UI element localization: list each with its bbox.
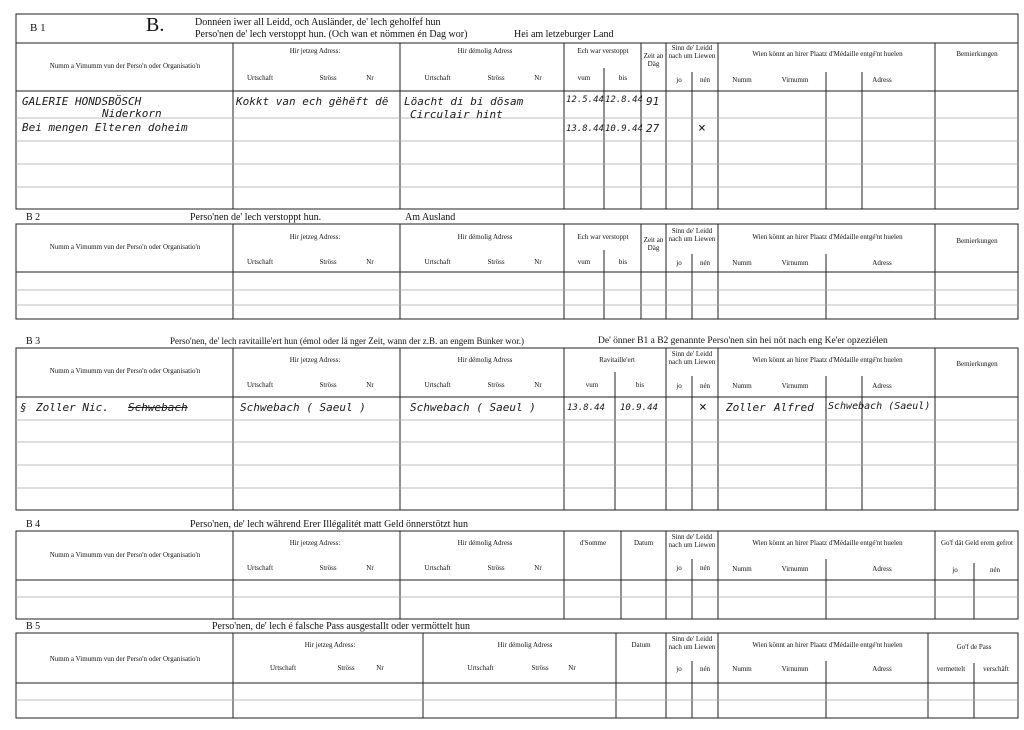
col-name: Numm a Vimumm vun der Perso'n oder Organisatio'n	[49, 62, 201, 70]
col-urtschaft: Urtschaft	[246, 74, 274, 82]
form-title-2: Perso'nen de' lech verstoppt hun. (Och wan et nömmen én Dag wor)	[195, 29, 468, 40]
form-title-2b: Hei am letzeburger Land	[514, 29, 614, 40]
col-stross-old-b5: Ströss	[531, 664, 549, 672]
col-virnumm: Virnumm	[781, 76, 809, 84]
col-numm: Numm	[732, 76, 752, 84]
col-stross-b3: Ströss	[319, 381, 337, 389]
col-adress-b5: Adress	[872, 665, 892, 673]
col-sinn-b5: Sinn de' Leidd nach um Liewen	[668, 635, 716, 651]
col-vermettelt: vermettelt	[936, 665, 966, 673]
col-current-address: Hir jetzeg Adress:	[289, 47, 341, 55]
b3-entry-1-nen-mark: ×	[699, 400, 707, 415]
b3-entry-1-struck: Schwebach	[128, 401, 188, 414]
col-urtschaft-old-b5: Urtschaft	[467, 664, 494, 672]
b3-entry-1-medal-name: Zoller	[726, 401, 766, 414]
col-urtschaft-old-b4: Urtschaft	[424, 564, 451, 572]
col-adress-b4: Adress	[872, 565, 892, 573]
b3-entry-1-vum: 13.8.44	[567, 403, 605, 413]
col-remarks: Bemierkungen	[956, 50, 998, 58]
col-stross-old-b3: Ströss	[487, 381, 505, 389]
col-sinn-b3: Sinn de' Leidd nach um Liewen	[668, 350, 716, 366]
col-medal-b2: Wien könnt an hirer Plaatz d'Médaille entgé'nt huelen	[752, 233, 903, 241]
col-numm-b2: Numm	[732, 259, 752, 267]
col-nr: Nr	[366, 74, 374, 82]
col-datum-b4: Datum	[633, 539, 654, 547]
col-old-address-b5: Hir démolig Adress	[497, 641, 553, 649]
col-nr-b4: Nr	[366, 564, 374, 572]
col-virnumm-b3: Virnumm	[781, 382, 809, 390]
col-adress: Adress	[872, 76, 892, 84]
col-nr-old-b3: Nr	[534, 381, 542, 389]
col-old-address-b3: Hir démolig Adress	[457, 356, 513, 364]
b3-entry-1-medal-first: Alfred	[774, 401, 814, 414]
b1-entry-1-name2: Niderkorn	[102, 107, 162, 120]
b1-entry-1-name: GALERIE HONDSBÖSCH	[22, 95, 142, 108]
col-nen-b4: nén	[699, 564, 711, 572]
col-urtschaft-old-b3: Urtschaft	[424, 381, 451, 389]
col-jo-b5: jo	[676, 665, 682, 673]
col-name-b4: Numm a Vimumm vun der Perso'n oder Organisatio'n	[49, 551, 201, 559]
b3-entry-1-current: Schwebach ( Saeul )	[240, 401, 366, 414]
col-nr-old: Nr	[534, 74, 542, 82]
col-current-address-b5: Hir jetzeg Adress:	[304, 641, 356, 649]
col-ravitailleiert: Ravitaille'ert	[599, 356, 635, 364]
col-sinn-b2: Sinn de' Leidd nach um Liewen	[668, 227, 716, 243]
col-virnumm-b2: Virnumm	[781, 259, 809, 267]
col-medal: Wien könnt an hirer Plaatz d'Médaille entgé'nt huelen	[752, 50, 903, 58]
b1-entry-1-bis: 12.8.44	[605, 95, 643, 105]
b1-entry-1-current: Kokkt van ech gëhëft dë	[236, 95, 389, 108]
col-stross-old: Ströss	[487, 74, 505, 82]
section-code-b3: B 3	[26, 336, 41, 347]
col-nen-b3: nén	[699, 382, 711, 390]
col-nen-b5: nén	[699, 665, 711, 673]
col-jo-b3: jo	[676, 382, 682, 390]
b1-entry-2-nen-mark: ×	[698, 121, 706, 136]
col-verschaft: verschäft	[983, 665, 1009, 673]
col-remarks-b2: Bemierkungen	[956, 237, 998, 245]
col-sinn: Sinn de' Leidd nach um Liewen	[668, 44, 716, 60]
col-nr-b3: Nr	[366, 381, 374, 389]
col-numm-b3: Numm	[732, 382, 752, 390]
col-jo-b2: jo	[676, 259, 682, 267]
col-stross-b4: Ströss	[319, 564, 337, 572]
col-old-address: Hir démolig Adress	[457, 47, 513, 55]
b3-entry-1-medal-addr: Schwebach (Saeul)	[828, 401, 931, 412]
col-bis-b2: bis	[618, 258, 628, 266]
col-stross: Ströss	[319, 74, 337, 82]
section-code-b2: B 2	[26, 212, 41, 223]
col-nr-b5: Nr	[376, 664, 384, 672]
col-nr-old-b5: Nr	[568, 664, 576, 672]
col-old-address-b4: Hir démolig Adress	[457, 539, 513, 547]
col-virnumm-b4: Virnumm	[781, 565, 809, 573]
b1-entry-2-name: Bei mengen Elteren doheim	[22, 121, 188, 134]
col-jo-b4: jo	[676, 564, 682, 572]
form-title-1: Donnéen iwer all Leidd, och Ausländer, de' lech geholfef hun	[195, 17, 441, 28]
col-nen: nén	[699, 76, 711, 84]
col-zeit-b2: Zeit an Däg	[643, 236, 664, 252]
b1-entry-1-old: Löacht di bi dösam	[404, 95, 524, 108]
col-virnumm-b5: Virnumm	[781, 665, 809, 673]
col-nen-geld: nén	[989, 566, 1001, 574]
b1-entry-1-old2: Circulair hint	[410, 108, 503, 121]
col-name-b2: Numm a Vimumm vun der Perso'n oder Organisatio'n	[49, 243, 201, 251]
col-nr-old-b2: Nr	[534, 258, 542, 266]
section-title-b3: Perso'nen, de' lech ravitaille'ert hun (émol oder lä nger Zeit, wann der z.B. an engem Bunker wor.)	[170, 336, 524, 346]
b3-entry-1-old: Schwebach ( Saeul )	[410, 401, 536, 414]
b1-entry-1-days: 91	[646, 95, 660, 108]
section-extra-b2: Am Ausland	[405, 212, 456, 223]
col-hidden: Ech war verstoppt	[577, 47, 629, 55]
col-urtschaft-old: Urtschaft	[424, 74, 451, 82]
col-nen-b2: nén	[699, 259, 711, 267]
b3-entry-1-mark: §	[20, 401, 27, 414]
b3-entry-1-name: Zoller Nic.	[36, 401, 109, 414]
col-bis-b3: bis	[635, 381, 645, 389]
col-nr-b2: Nr	[366, 258, 374, 266]
col-hidden-b2: Ech war verstoppt	[577, 233, 629, 241]
col-medal-b5: Wien könnt an hirer Plaatz d'Médaille entgé'nt huelen	[752, 641, 903, 649]
col-stross-b5: Ströss	[337, 664, 355, 672]
col-current-address-b3: Hir jetzeg Adress:	[289, 356, 341, 364]
col-sinn-b4: Sinn de' Leidd nach um Liewen	[668, 533, 716, 549]
col-stross-old-b2: Ströss	[487, 258, 505, 266]
col-old-address-b2: Hir démolig Adress	[457, 233, 513, 241]
col-remarks-b3: Bemierkungen	[956, 360, 998, 368]
col-urtschaft-b5: Urtschaft	[269, 664, 297, 672]
b3-entry-1-bis: 10.9.44	[620, 403, 658, 413]
col-stross-b2: Ströss	[319, 258, 337, 266]
section-code-b5: B 5	[26, 621, 41, 632]
col-pass: Go'f de Pass	[956, 643, 992, 651]
col-bis: bis	[618, 74, 628, 82]
col-zeit: Zeit an Däg	[643, 52, 664, 68]
col-urtschaft-b2: Urtschaft	[246, 258, 274, 266]
col-vum-b3: vum	[585, 381, 599, 389]
col-nr-old-b4: Nr	[534, 564, 542, 572]
section-title-b2: Perso'nen de' lech verstoppt hun.	[190, 212, 322, 223]
section-code-b1: B 1	[30, 22, 46, 34]
b1-entry-1-vum: 12.5.44	[566, 95, 604, 105]
b1-entry-2-vum: 13.8.44	[566, 124, 604, 134]
col-vum: vum	[577, 74, 591, 82]
col-adress-b3: Adress	[872, 382, 892, 390]
col-jo: jo	[676, 76, 682, 84]
form-letter: B.	[146, 14, 165, 36]
col-current-address-b2: Hir jetzeg Adress:	[289, 233, 341, 241]
col-numm-b5: Numm	[732, 665, 752, 673]
col-datum-b5: Datum	[631, 641, 651, 649]
b1-entry-2-bis: 10.9.44	[605, 124, 643, 134]
col-somme: d'Somme	[579, 539, 607, 547]
col-medal-b3: Wien könnt an hirer Plaatz d'Médaille entgé'nt huelen	[752, 356, 903, 364]
col-jo-geld: jo	[952, 566, 958, 574]
b1-entry-2-days: 27	[646, 122, 660, 135]
section-title-b5: Perso'nen, de' lech é falsche Pass ausgestallt oder vermöttelt hun	[212, 621, 470, 632]
col-adress-b2: Adress	[872, 259, 892, 267]
section-title-b4: Perso'nen, de' lech während Erer Illégalitét matt Geld önnerstötzt hun	[190, 519, 468, 530]
col-name-b5: Numm a Vimumm vun der Perso'n oder Organisatio'n	[49, 655, 201, 663]
section-code-b4: B 4	[26, 519, 41, 530]
col-urtschaft-b3: Urtschaft	[246, 381, 274, 389]
col-vum-b2: vum	[577, 258, 591, 266]
col-numm-b4: Numm	[732, 565, 752, 573]
col-urtschaft-b4: Urtschaft	[246, 564, 274, 572]
col-geld: Go'f dät Geld erem gefrot	[940, 539, 1013, 547]
section-extra-b3: De' önner B1 a B2 genannte Perso'nen sin hei nöt nach eng Ke'er opzeziélen	[598, 336, 888, 346]
col-name-b3: Numm a Vimumm vun der Perso'n oder Organisatio'n	[49, 367, 201, 375]
col-current-address-b4: Hir jetzeg Adress:	[289, 539, 341, 547]
col-medal-b4: Wien könnt an hirer Plaatz d'Médaille entgé'nt huelen	[752, 539, 903, 547]
col-urtschaft-old-b2: Urtschaft	[424, 258, 451, 266]
col-stross-old-b4: Ströss	[487, 564, 505, 572]
